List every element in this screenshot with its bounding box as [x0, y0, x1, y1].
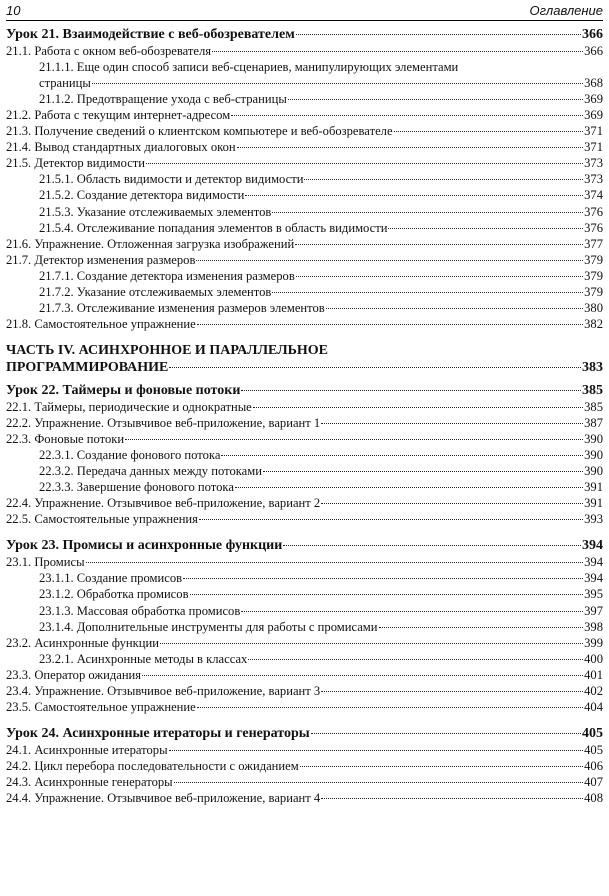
- spacer: [6, 376, 603, 383]
- toc-entry-title: 24.3. Асинхронные генераторы: [6, 774, 173, 789]
- toc-subentry: [6, 651, 603, 667]
- toc-entry-title: 21.4. Вывод стандартных диалоговых окон: [6, 140, 236, 155]
- toc-entry-title: 23.5. Самостоятельное упражнение: [6, 699, 196, 714]
- toc-entry-title: 21.5.2. Создание детектора видимости: [39, 188, 245, 203]
- toc-entry: [6, 252, 603, 268]
- dot-leader: [304, 179, 583, 180]
- toc-entry-title: 23.1.3. Массовая обработка промисов: [39, 603, 241, 618]
- toc-entry-page: 382: [584, 316, 603, 331]
- toc-subentry: [6, 300, 603, 316]
- toc-entry-title: Урок 22. Таймеры и фоновые потоки: [6, 382, 241, 398]
- toc-entry-page: 366: [584, 44, 603, 59]
- toc-entry: [6, 683, 603, 699]
- toc-entry-page: 385: [582, 382, 603, 398]
- toc-subentry: [6, 220, 603, 236]
- toc-entry-title: 21.7.2. Указание отслеживаемых элементов: [39, 284, 272, 299]
- dot-leader: [237, 147, 583, 148]
- toc-entry-page: 405: [582, 725, 603, 741]
- toc-entry: [6, 415, 603, 431]
- toc-entry-title: ПРОГРАММИРОВАНИЕ: [6, 359, 169, 375]
- toc-entry-page: 385: [584, 399, 603, 414]
- toc-part-heading: ЧАСТЬ IV. АСИНХРОННОЕ И ПАРАЛЛЕЛЬНОЕ: [6, 342, 329, 358]
- dot-leader: [388, 228, 583, 229]
- toc-entry-page: 371: [584, 124, 603, 139]
- dot-leader: [296, 276, 583, 277]
- toc-entry: [6, 667, 603, 683]
- toc-entry-page: 374: [584, 188, 603, 203]
- toc-entry-page: 400: [584, 651, 603, 666]
- toc-entry-title: 21.3. Получение сведений о клиентском компьютере и веб-обозревателе: [6, 124, 393, 139]
- toc-subentry: [6, 603, 603, 619]
- toc-entry-title: 21.7.1. Создание детектора изменения размеров: [39, 268, 295, 283]
- toc-entry-page: 390: [584, 432, 603, 447]
- toc-entry-title: 23.1.4. Дополнительные инструменты для работы с промисами: [39, 619, 378, 634]
- toc-entry-title: 22.1. Таймеры, периодические и однократные: [6, 399, 252, 414]
- toc-entry: [6, 123, 603, 139]
- toc-subentry-first-line: 21.1.1. Еще один способ записи веб-сценариев, манипулирующих элементами: [39, 60, 459, 75]
- toc-entry-title: 24.1. Асинхронные итераторы: [6, 742, 168, 757]
- spacer: [6, 715, 603, 726]
- toc-entry: [6, 511, 603, 527]
- toc-entry-page: 379: [584, 268, 603, 283]
- toc-entry-title: 21.6. Упражнение. Отложенная загрузка изображений: [6, 236, 295, 251]
- toc-entry: [6, 774, 603, 790]
- toc-entry-page: 393: [584, 512, 603, 527]
- toc-entry-title: 23.1.1. Создание промисов: [39, 571, 183, 586]
- toc-entry-title: Урок 23. Промисы и асинхронные функции: [6, 538, 283, 554]
- toc-entry-title: 21.5. Детектор видимости: [6, 156, 146, 171]
- spacer: [6, 527, 603, 538]
- toc-subentry: [6, 586, 603, 602]
- toc-entry-title: 23.1.2. Обработка промисов: [39, 587, 189, 602]
- toc-subentry: [6, 187, 603, 203]
- dot-leader: [288, 99, 583, 100]
- dot-leader: [190, 594, 584, 595]
- toc-entry-page: 404: [584, 699, 603, 714]
- dot-leader: [169, 367, 581, 368]
- toc-entry-page: 376: [584, 204, 603, 219]
- dot-leader: [379, 627, 584, 628]
- dot-leader: [86, 562, 584, 563]
- toc-entry-title: Урок 21. Взаимодействие с веб-обозревателем: [6, 27, 295, 42]
- toc-entry: [6, 43, 603, 59]
- dot-leader: [311, 733, 581, 734]
- toc-entry-title: 21.2. Работа с текущим интернет-адресом: [6, 108, 231, 123]
- dot-leader: [231, 115, 583, 116]
- dot-leader: [212, 51, 583, 52]
- toc-entry-title: 24.2. Цикл перебора последовательности с ожиданием: [6, 758, 299, 773]
- dot-leader: [253, 407, 583, 408]
- toc-entry-page: 369: [584, 108, 603, 123]
- dot-leader: [221, 455, 583, 456]
- toc-entry: [6, 431, 603, 447]
- toc-entry-page: 399: [584, 635, 603, 650]
- dot-leader: [199, 519, 583, 520]
- toc-subentry: [6, 284, 603, 300]
- page-number: 10: [6, 3, 21, 18]
- toc-entry-title: 23.4. Упражнение. Отзывчивое веб-приложение, вариант 3: [6, 683, 321, 698]
- dot-leader: [321, 691, 583, 692]
- dot-leader: [321, 798, 583, 799]
- toc-entry-title: 23.2.1. Асинхронные методы в классах: [39, 651, 248, 666]
- toc-entry-page: 390: [584, 448, 603, 463]
- dot-leader: [296, 34, 581, 35]
- dot-leader: [321, 503, 583, 504]
- dot-leader: [235, 487, 583, 488]
- dot-leader: [245, 195, 583, 196]
- dot-leader: [174, 782, 583, 783]
- toc-entry-page: 407: [584, 774, 603, 789]
- toc-subentry: [6, 447, 603, 463]
- dot-leader: [183, 578, 583, 579]
- toc-subentry: [6, 91, 603, 107]
- toc-entry-page: 373: [584, 172, 603, 187]
- dot-leader: [142, 675, 583, 676]
- toc-entry-page: 371: [584, 140, 603, 155]
- toc-entry: [6, 495, 603, 511]
- toc-part-entry: [6, 359, 603, 376]
- dot-leader: [196, 260, 583, 261]
- dot-leader: [283, 545, 581, 546]
- toc-entry-title: 22.2. Упражнение. Отзывчивое веб-приложение, вариант 1: [6, 415, 321, 430]
- toc-entry-page: 377: [584, 236, 603, 251]
- toc-entry-title: страницы: [39, 76, 91, 91]
- toc-subentry: [6, 204, 603, 220]
- dot-leader: [197, 707, 583, 708]
- toc-entry: [6, 635, 603, 651]
- running-header: [6, 2, 603, 21]
- toc-entry-page: 368: [584, 76, 603, 91]
- toc-entry-page: 405: [584, 742, 603, 757]
- toc-entry: [6, 139, 603, 155]
- toc-entry-title: 21.5.4. Отслеживание попадания элементов в область видимости: [39, 220, 388, 235]
- toc-entry-page: 376: [584, 220, 603, 235]
- toc-entry: [6, 742, 603, 758]
- toc-entry-title: 23.2. Асинхронные функции: [6, 635, 159, 650]
- dot-leader: [169, 750, 584, 751]
- dot-leader: [394, 131, 584, 132]
- toc-entry-page: 398: [584, 619, 603, 634]
- dot-leader: [146, 163, 583, 164]
- toc-entry-title: 22.3. Фоновые потоки: [6, 432, 125, 447]
- toc-entry-title: 22.4. Упражнение. Отзывчивое веб-приложение, вариант 2: [6, 496, 321, 511]
- toc-subentry: [6, 463, 603, 479]
- toc-entry-page: 366: [582, 27, 603, 42]
- toc-entry-page: 383: [582, 359, 603, 375]
- table-of-contents: [6, 27, 603, 806]
- toc-entry: [6, 554, 603, 570]
- dot-leader: [197, 324, 583, 325]
- toc-entry-title: 22.3.3. Завершение фонового потока: [39, 480, 234, 495]
- dot-leader: [263, 471, 583, 472]
- toc-subentry: [6, 171, 603, 187]
- toc-entry: [6, 236, 603, 252]
- toc-entry-page: 408: [584, 791, 603, 806]
- toc-entry: [6, 758, 603, 774]
- toc-subentry: [6, 479, 603, 495]
- dot-leader: [160, 643, 583, 644]
- toc-entry-page: 394: [584, 571, 603, 586]
- toc-entry: [6, 790, 603, 806]
- dot-leader: [295, 244, 583, 245]
- toc-lesson-entry: [6, 383, 603, 399]
- toc-lesson-entry: [6, 726, 603, 742]
- dot-leader: [326, 308, 583, 309]
- spacer: [6, 332, 603, 342]
- toc-entry-title: 22.3.1. Создание фонового потока: [39, 448, 221, 463]
- toc-entry: [6, 155, 603, 171]
- toc-entry-title: 22.5. Самостоятельные упражнения: [6, 512, 198, 527]
- toc-subentry: [6, 570, 603, 586]
- toc-entry-title: 21.8. Самостоятельное упражнение: [6, 316, 196, 331]
- toc-entry-page: 394: [584, 555, 603, 570]
- toc-subentry: [6, 619, 603, 635]
- dot-leader: [272, 212, 583, 213]
- toc-entry-title: 23.3. Оператор ожидания: [6, 667, 142, 682]
- toc-lesson-entry: [6, 538, 603, 554]
- dot-leader: [248, 659, 583, 660]
- toc-entry-title: 21.7. Детектор изменения размеров: [6, 252, 196, 267]
- toc-entry-page: 401: [584, 667, 603, 682]
- toc-entry: [6, 399, 603, 415]
- toc-entry-title: 24.4. Упражнение. Отзывчивое веб-приложение, вариант 4: [6, 791, 321, 806]
- dot-leader: [92, 83, 583, 84]
- toc-entry: [6, 699, 603, 715]
- toc-entry-title: 21.5.1. Область видимости и детектор видимости: [39, 172, 304, 187]
- toc-entry-page: 390: [584, 464, 603, 479]
- toc-entry-page: 369: [584, 92, 603, 107]
- toc-entry-page: 391: [584, 496, 603, 511]
- toc-entry-page: 391: [584, 480, 603, 495]
- running-title: Оглавление: [529, 3, 603, 18]
- toc-entry-page: 397: [584, 603, 603, 618]
- toc-entry-page: 387: [584, 415, 603, 430]
- toc-entry-page: 402: [584, 683, 603, 698]
- toc-lesson-entry: [6, 27, 603, 43]
- toc-entry-title: 21.1.2. Предотвращение ухода с веб-страницы: [39, 92, 287, 107]
- toc-entry-title: 21.5.3. Указание отслеживаемых элементов: [39, 204, 272, 219]
- dot-leader: [125, 439, 583, 440]
- toc-entry: [6, 316, 603, 332]
- dot-leader: [272, 292, 583, 293]
- dot-leader: [300, 766, 583, 767]
- toc-entry-title: 22.3.2. Передача данных между потоками: [39, 464, 262, 479]
- toc-entry-page: 394: [582, 538, 603, 554]
- toc-entry: [6, 107, 603, 123]
- toc-subentry: [6, 75, 603, 91]
- toc-entry-page: 395: [584, 587, 603, 602]
- dot-leader: [321, 423, 583, 424]
- toc-entry-page: 406: [584, 758, 603, 773]
- toc-entry-page: 379: [584, 252, 603, 267]
- dot-leader: [241, 611, 583, 612]
- toc-entry-page: 379: [584, 284, 603, 299]
- toc-entry-title: 23.1. Промисы: [6, 555, 85, 570]
- toc-entry-title: 21.1. Работа с окном веб-обозревателя: [6, 44, 212, 59]
- toc-entry-title: 21.7.3. Отслеживание изменения размеров элементов: [39, 300, 325, 315]
- toc-subentry: [6, 268, 603, 284]
- dot-leader: [241, 390, 581, 391]
- toc-entry-title: Урок 24. Асинхронные итераторы и генераторы: [6, 725, 310, 741]
- toc-entry-page: 373: [584, 156, 603, 171]
- toc-entry-page: 380: [584, 300, 603, 315]
